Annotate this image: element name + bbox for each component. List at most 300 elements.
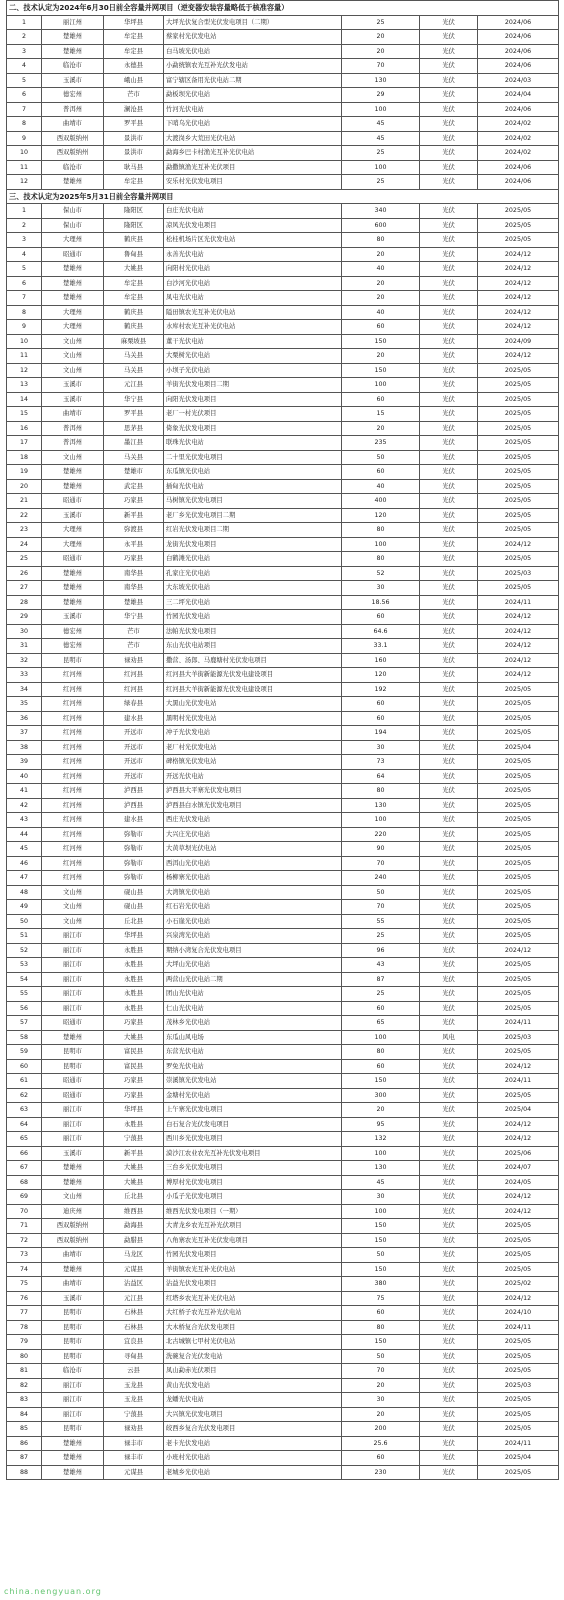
project-type: 光伏 <box>420 262 478 277</box>
project-type: 光伏 <box>420 349 478 364</box>
table-row <box>7 233 559 248</box>
table-row <box>7 1364 559 1379</box>
project-type: 光伏 <box>420 1436 478 1451</box>
row-number: 2 <box>7 30 42 45</box>
capacity-mw: 64.6 <box>342 624 420 639</box>
prefecture: 西双版纳州 <box>42 146 104 161</box>
prefecture: 红河州 <box>42 668 104 683</box>
row-number: 73 <box>7 1248 42 1263</box>
row-number: 45 <box>7 842 42 857</box>
project-name: 松桂机场片区光伏发电站 <box>164 233 342 248</box>
table-row <box>7 1277 559 1292</box>
table-row <box>7 1436 559 1451</box>
prefecture: 红河州 <box>42 827 104 842</box>
county: 芒市 <box>104 639 164 654</box>
project-type: 光伏 <box>420 59 478 74</box>
project-name: 期纳小湾复合光伏发电项目 <box>164 943 342 958</box>
prefecture: 丽江市 <box>42 972 104 987</box>
county: 马关县 <box>104 450 164 465</box>
project-name: 大兴庄光伏电站 <box>164 827 342 842</box>
project-type: 光伏 <box>420 972 478 987</box>
county: 罗平县 <box>104 117 164 132</box>
row-number: 5 <box>7 73 42 88</box>
prefecture: 红河州 <box>42 740 104 755</box>
county: 大姚县 <box>104 1175 164 1190</box>
project-type: 光伏 <box>420 885 478 900</box>
project-type: 光伏 <box>420 1059 478 1074</box>
project-name: 大坪光伏复合型光伏发电项目（二期） <box>164 15 342 30</box>
table-row <box>7 1248 559 1263</box>
prefecture: 楚雄州 <box>42 1262 104 1277</box>
prefecture: 昆明市 <box>42 653 104 668</box>
project-name: 马树镇光伏发电项目 <box>164 494 342 509</box>
county: 牟定县 <box>104 44 164 59</box>
project-name: 董干光伏电站 <box>164 334 342 349</box>
project-name: 勐海乡巴卡村渔光互补光伏电站 <box>164 146 342 161</box>
project-name: 二十里光伏发电项目 <box>164 450 342 465</box>
grid-date: 2025/05 <box>478 494 559 509</box>
row-number: 33 <box>7 668 42 683</box>
county: 禄劝县 <box>104 653 164 668</box>
row-number: 60 <box>7 1059 42 1074</box>
grid-date: 2025/05 <box>478 204 559 219</box>
project-name: 水库村农光互补光伏电站 <box>164 320 342 335</box>
row-number: 72 <box>7 1233 42 1248</box>
row-number: 5 <box>7 262 42 277</box>
county: 牟定县 <box>104 291 164 306</box>
section-title: 三、技术认定为2025年5月31日前全容量并网项目 <box>7 189 559 204</box>
project-type: 光伏 <box>420 218 478 233</box>
grid-date: 2024/11 <box>478 1320 559 1335</box>
table-row <box>7 334 559 349</box>
project-name: 西洱山光伏电站 <box>164 856 342 871</box>
row-number: 34 <box>7 682 42 697</box>
row-number: 57 <box>7 1016 42 1031</box>
county: 隆阳区 <box>104 218 164 233</box>
row-number: 4 <box>7 247 42 262</box>
prefecture: 楚雄州 <box>42 566 104 581</box>
capacity-mw: 60 <box>342 465 420 480</box>
row-number: 21 <box>7 494 42 509</box>
project-type: 光伏 <box>420 682 478 697</box>
county: 丘北县 <box>104 914 164 929</box>
project-type: 光伏 <box>420 1045 478 1060</box>
table-row <box>7 958 559 973</box>
county: 大姚县 <box>104 1161 164 1176</box>
grid-date: 2025/05 <box>478 1248 559 1263</box>
row-number: 74 <box>7 1262 42 1277</box>
row-number: 52 <box>7 943 42 958</box>
capacity-mw: 20 <box>342 30 420 45</box>
project-name: 小瓜子光伏发电项目 <box>164 1190 342 1205</box>
row-number: 8 <box>7 117 42 132</box>
project-type: 光伏 <box>420 1465 478 1480</box>
project-name: 小班村光伏电站 <box>164 1451 342 1466</box>
project-type: 光伏 <box>420 1364 478 1379</box>
capacity-mw: 75 <box>342 1291 420 1306</box>
county: 楚雄县 <box>104 595 164 610</box>
project-name: 凉风光伏发电项目 <box>164 218 342 233</box>
county: 沾益区 <box>104 1277 164 1292</box>
row-number: 12 <box>7 175 42 190</box>
grid-date: 2024/12 <box>478 305 559 320</box>
project-type: 光伏 <box>420 1190 478 1205</box>
capacity-mw: 80 <box>342 1045 420 1060</box>
project-type: 光伏 <box>420 146 478 161</box>
prefecture: 楚雄州 <box>42 44 104 59</box>
row-number: 36 <box>7 711 42 726</box>
project-name: 大东坡光伏电站 <box>164 581 342 596</box>
grid-date: 2025/02 <box>478 1277 559 1292</box>
row-number: 18 <box>7 450 42 465</box>
capacity-mw: 20 <box>342 1407 420 1422</box>
prefecture: 楚雄州 <box>42 1451 104 1466</box>
prefecture: 丽江市 <box>42 943 104 958</box>
grid-date: 2025/05 <box>478 726 559 741</box>
grid-date: 2024/12 <box>478 943 559 958</box>
prefecture: 楚雄州 <box>42 1161 104 1176</box>
county: 丘北县 <box>104 1190 164 1205</box>
row-number: 35 <box>7 697 42 712</box>
project-name: 维西光伏发电项目（一期） <box>164 1204 342 1219</box>
table-row <box>7 479 559 494</box>
capacity-mw: 100 <box>342 813 420 828</box>
project-name: 竹河光伏电站 <box>164 102 342 117</box>
capacity-mw: 150 <box>342 1262 420 1277</box>
project-name: 白庄光伏电站 <box>164 204 342 219</box>
prefecture: 保山市 <box>42 218 104 233</box>
table-row <box>7 726 559 741</box>
project-name: 仁山光伏电站 <box>164 1001 342 1016</box>
grid-date: 2024/12 <box>478 1059 559 1074</box>
prefecture: 昭通市 <box>42 247 104 262</box>
capacity-mw: 87 <box>342 972 420 987</box>
prefecture: 文山州 <box>42 363 104 378</box>
prefecture: 楚雄州 <box>42 30 104 45</box>
row-number: 14 <box>7 392 42 407</box>
table-row <box>7 1306 559 1321</box>
grid-date: 2024/06 <box>478 30 559 45</box>
county: 麻栗坡县 <box>104 334 164 349</box>
prefecture: 楚雄州 <box>42 1436 104 1451</box>
prefecture: 丽江市 <box>42 1001 104 1016</box>
grid-date: 2024/12 <box>478 610 559 625</box>
grid-date: 2025/05 <box>478 682 559 697</box>
project-type: 光伏 <box>420 30 478 45</box>
table-row <box>7 972 559 987</box>
table-row <box>7 929 559 944</box>
capacity-mw: 43 <box>342 958 420 973</box>
table-row <box>7 131 559 146</box>
county: 泸西县 <box>104 798 164 813</box>
project-name: 崇溪镇光伏发电站 <box>164 1074 342 1089</box>
capacity-mw: 50 <box>342 450 420 465</box>
grid-date: 2025/05 <box>478 914 559 929</box>
grid-date: 2025/05 <box>478 1001 559 1016</box>
prefecture: 丽江州 <box>42 15 104 30</box>
county: 武定县 <box>104 479 164 494</box>
capacity-mw: 100 <box>342 1030 420 1045</box>
prefecture: 楚雄州 <box>42 1175 104 1190</box>
capacity-mw: 400 <box>342 494 420 509</box>
project-type: 光伏 <box>420 1378 478 1393</box>
capacity-mw: 20 <box>342 291 420 306</box>
grid-date: 2024/06 <box>478 15 559 30</box>
row-number: 66 <box>7 1146 42 1161</box>
prefecture: 大理州 <box>42 320 104 335</box>
county: 永胜县 <box>104 972 164 987</box>
project-type: 光伏 <box>420 465 478 480</box>
project-name: 羊街光伏发电项目二期 <box>164 378 342 393</box>
county: 石林县 <box>104 1306 164 1321</box>
grid-date: 2025/05 <box>478 1465 559 1480</box>
county: 开远市 <box>104 755 164 770</box>
row-number: 11 <box>7 160 42 175</box>
grid-date: 2025/05 <box>478 378 559 393</box>
row-number: 7 <box>7 102 42 117</box>
table-row <box>7 813 559 828</box>
row-number: 81 <box>7 1364 42 1379</box>
project-name: 竹园光伏发电项目 <box>164 1248 342 1263</box>
grid-date: 2024/12 <box>478 1132 559 1147</box>
county: 思茅县 <box>104 421 164 436</box>
project-name: 西庄光伏发电站 <box>164 813 342 828</box>
capacity-mw: 60 <box>342 1451 420 1466</box>
county: 勐海县 <box>104 1219 164 1234</box>
capacity-mw: 100 <box>342 1146 420 1161</box>
table-row <box>7 871 559 886</box>
project-name: 老厂村光伏发电站 <box>164 740 342 755</box>
project-name: 向阳光伏发电项目 <box>164 392 342 407</box>
capacity-mw: 30 <box>342 1190 420 1205</box>
row-number: 44 <box>7 827 42 842</box>
project-type: 光伏 <box>420 276 478 291</box>
table-row <box>7 1001 559 1016</box>
project-type: 光伏 <box>420 73 478 88</box>
row-number: 76 <box>7 1291 42 1306</box>
capacity-mw: 60 <box>342 1001 420 1016</box>
table-row <box>7 1465 559 1480</box>
county: 巧家县 <box>104 1074 164 1089</box>
capacity-mw: 20 <box>342 1378 420 1393</box>
table-row <box>7 1219 559 1234</box>
table-row <box>7 450 559 465</box>
prefecture: 玉溪市 <box>42 392 104 407</box>
table-row <box>7 508 559 523</box>
prefecture: 红河州 <box>42 682 104 697</box>
capacity-mw: 60 <box>342 392 420 407</box>
capacity-mw: 60 <box>342 1059 420 1074</box>
prefecture: 楚雄州 <box>42 291 104 306</box>
table-row <box>7 900 559 915</box>
project-name: 竹园光伏发电站 <box>164 610 342 625</box>
grid-date: 2024/10 <box>478 1306 559 1321</box>
capacity-mw: 130 <box>342 798 420 813</box>
table-row <box>7 1175 559 1190</box>
county: 禄劝县 <box>104 1422 164 1437</box>
capacity-mw: 30 <box>342 740 420 755</box>
county: 永胜县 <box>104 987 164 1002</box>
row-number: 80 <box>7 1349 42 1364</box>
table-row <box>7 15 559 30</box>
grid-date: 2024/07 <box>478 1161 559 1176</box>
row-number: 50 <box>7 914 42 929</box>
prefecture: 曲靖市 <box>42 407 104 422</box>
capacity-mw: 95 <box>342 1117 420 1132</box>
prefecture: 红河州 <box>42 711 104 726</box>
project-name: 两营山光伏电站二期 <box>164 972 342 987</box>
county: 景洪市 <box>104 131 164 146</box>
county: 巧家县 <box>104 1088 164 1103</box>
prefecture: 曲靖市 <box>42 1277 104 1292</box>
table-row <box>7 1161 559 1176</box>
prefecture: 丽江市 <box>42 1103 104 1118</box>
grid-date: 2025/05 <box>478 813 559 828</box>
capacity-mw: 60 <box>342 697 420 712</box>
capacity-mw: 150 <box>342 1074 420 1089</box>
table-row <box>7 1291 559 1306</box>
table-row <box>7 682 559 697</box>
row-number: 38 <box>7 740 42 755</box>
project-type: 光伏 <box>420 320 478 335</box>
grid-date: 2025/05 <box>478 784 559 799</box>
prefecture: 楚雄州 <box>42 276 104 291</box>
grid-date: 2025/05 <box>478 755 559 770</box>
row-number: 6 <box>7 88 42 103</box>
capacity-mw: 25 <box>342 146 420 161</box>
county: 新平县 <box>104 1146 164 1161</box>
row-number: 6 <box>7 276 42 291</box>
project-name: 法帕光伏发电项目 <box>164 624 342 639</box>
grid-date: 2025/05 <box>478 885 559 900</box>
capacity-mw: 200 <box>342 1422 420 1437</box>
prefecture: 昆明市 <box>42 1045 104 1060</box>
row-number: 79 <box>7 1335 42 1350</box>
project-type: 光伏 <box>420 88 478 103</box>
grid-date: 2024/06 <box>478 44 559 59</box>
capacity-mw: 20 <box>342 421 420 436</box>
row-number: 10 <box>7 146 42 161</box>
capacity-mw: 192 <box>342 682 420 697</box>
project-type: 光伏 <box>420 523 478 538</box>
project-type: 光伏 <box>420 740 478 755</box>
table-row <box>7 349 559 364</box>
table-row <box>7 798 559 813</box>
project-type: 光伏 <box>420 131 478 146</box>
project-type: 光伏 <box>420 639 478 654</box>
county: 华坪县 <box>104 15 164 30</box>
project-type: 光伏 <box>420 44 478 59</box>
row-number: 1 <box>7 15 42 30</box>
project-type: 光伏 <box>420 1233 478 1248</box>
section-title: 二、技术认定为2024年6月30日前全容量并网项目（逆变器安装容量略低于核准容量） <box>7 1 559 16</box>
county: 永胜县 <box>104 943 164 958</box>
project-name: 兴泉湾光伏电站 <box>164 929 342 944</box>
row-number: 82 <box>7 1378 42 1393</box>
row-number: 46 <box>7 856 42 871</box>
capacity-mw: 150 <box>342 363 420 378</box>
project-type: 光伏 <box>420 1320 478 1335</box>
prefecture: 红河州 <box>42 755 104 770</box>
project-name: 大红桥子农光互补光伏电站 <box>164 1306 342 1321</box>
grid-date: 2025/03 <box>478 566 559 581</box>
project-type: 光伏 <box>420 784 478 799</box>
project-type: 光伏 <box>420 15 478 30</box>
grid-date: 2025/05 <box>478 1335 559 1350</box>
project-name: 上午寨光伏发电项目 <box>164 1103 342 1118</box>
prefecture: 玉溪市 <box>42 1291 104 1306</box>
project-type: 光伏 <box>420 552 478 567</box>
prefecture: 大理州 <box>42 537 104 552</box>
table-row <box>7 262 559 277</box>
county: 元江县 <box>104 378 164 393</box>
project-type: 光伏 <box>420 914 478 929</box>
project-name: 泸西县大平寨光伏发电项目 <box>164 784 342 799</box>
table-row <box>7 595 559 610</box>
table-row <box>7 204 559 219</box>
project-type: 光伏 <box>420 494 478 509</box>
county: 勐腊县 <box>104 1233 164 1248</box>
prefecture: 昭通市 <box>42 1016 104 1031</box>
project-name: 西川乡光伏发电项目 <box>164 1132 342 1147</box>
table-row <box>7 639 559 654</box>
capacity-mw: 50 <box>342 1248 420 1263</box>
table-row <box>7 1393 559 1408</box>
table-row <box>7 146 559 161</box>
table-row <box>7 30 559 45</box>
county: 玉龙县 <box>104 1393 164 1408</box>
row-number: 43 <box>7 813 42 828</box>
project-name: 罗免光伏电站 <box>164 1059 342 1074</box>
row-number: 62 <box>7 1088 42 1103</box>
project-type: 光伏 <box>420 1291 478 1306</box>
county: 鲁甸县 <box>104 247 164 262</box>
project-type: 光伏 <box>420 943 478 958</box>
grid-date: 2025/05 <box>478 769 559 784</box>
row-number: 68 <box>7 1175 42 1190</box>
project-type: 光伏 <box>420 624 478 639</box>
capacity-mw: 100 <box>342 537 420 552</box>
grid-date: 2024/06 <box>478 59 559 74</box>
capacity-mw: 130 <box>342 1161 420 1176</box>
table-row <box>7 566 559 581</box>
project-type: 光伏 <box>420 813 478 828</box>
project-name: 茂林乡光伏电站 <box>164 1016 342 1031</box>
row-number: 30 <box>7 624 42 639</box>
county: 芒市 <box>104 624 164 639</box>
capacity-mw: 25 <box>342 175 420 190</box>
row-number: 55 <box>7 987 42 1002</box>
capacity-mw: 40 <box>342 262 420 277</box>
project-name: 小勐统镇农光互补光伏发电站 <box>164 59 342 74</box>
grid-date: 2025/05 <box>478 1088 559 1103</box>
prefecture: 玉溪市 <box>42 73 104 88</box>
county: 马关县 <box>104 349 164 364</box>
project-name: 老厂一村光伏项目 <box>164 407 342 422</box>
capacity-mw: 33.1 <box>342 639 420 654</box>
project-name: 凤屯光伏电站 <box>164 291 342 306</box>
capacity-mw: 25.6 <box>342 1436 420 1451</box>
section-title-row <box>7 189 559 204</box>
project-type: 光伏 <box>420 566 478 581</box>
county: 鹤庆县 <box>104 305 164 320</box>
row-number: 59 <box>7 1045 42 1060</box>
county: 楚雄市 <box>104 465 164 480</box>
grid-date: 2025/04 <box>478 740 559 755</box>
capacity-mw: 80 <box>342 784 420 799</box>
table-row <box>7 740 559 755</box>
table-row <box>7 218 559 233</box>
